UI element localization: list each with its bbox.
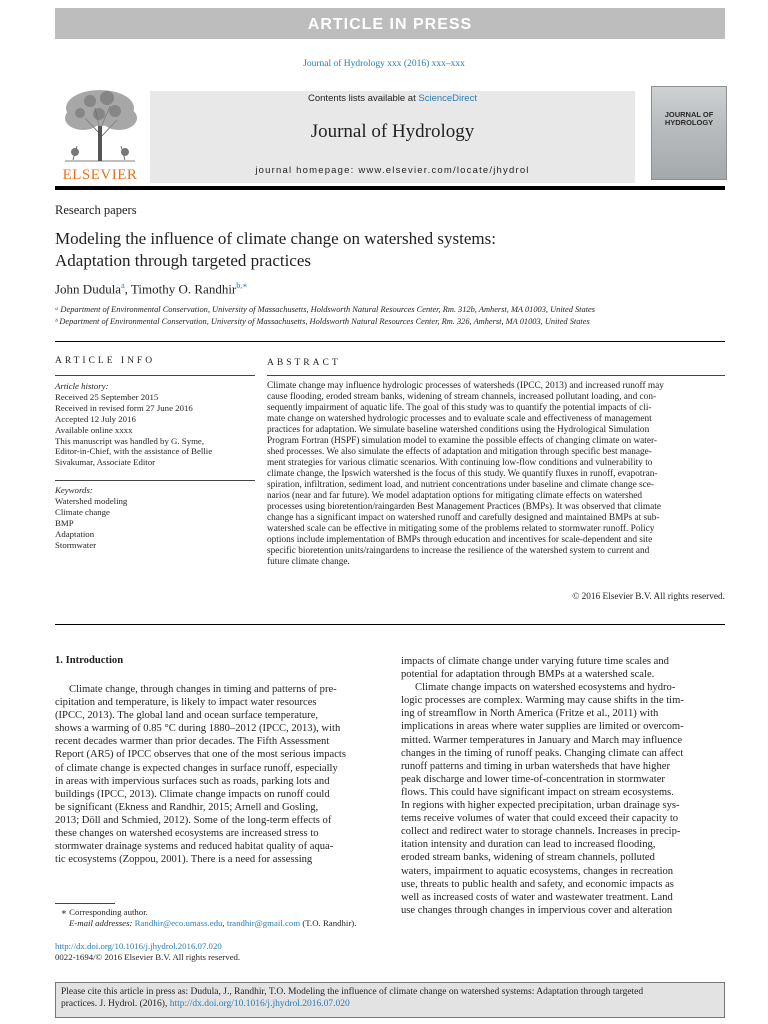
abstract-line: change has a significant impact on watershed runoff and carefully designed and maintained BMPs at sub- (267, 513, 660, 523)
abstract-line: processes using bioretention/raingarden Best Management Practices (BMPs). It was observed that climate (267, 502, 661, 512)
body-line: shows a warming of 0.85 °C during 1880–2012 (IPCC, 2013), with (55, 723, 341, 735)
homepage-label: journal homepage: (255, 165, 359, 176)
history-label: Article history: (55, 381, 109, 391)
author-1-affil[interactable]: a (121, 281, 125, 290)
affil-rule (55, 341, 725, 342)
abstract-line: practices for adaptation. We simulate baseline watershed conditions using the Hydrological Simulation (267, 425, 650, 435)
elsevier-tree-icon (55, 86, 145, 164)
abstract-heading: ABSTRACT (267, 358, 341, 368)
contents-line (150, 93, 635, 104)
elsevier-logo[interactable] (55, 86, 145, 182)
homepage-url[interactable]: www.elsevier.com/locate/jhydrol (358, 165, 530, 176)
body-line: changes in the timing of runoff peaks. Changing climate can affect (401, 747, 684, 759)
corresponding-author: ∗ Corresponding author. (61, 907, 148, 917)
abstract-line: ment strategies for various climatic scenarios. With continuing low-flow conditions and vulnerability to (267, 458, 653, 468)
notice-line-2 (61, 998, 719, 1010)
title-line-2: Adaptation through targeted practices (55, 251, 312, 270)
abstract-bottom-rule (55, 624, 725, 625)
abstract-line: narios (near and far future). We model adaptation options for mitigating climate effects on watershed (267, 491, 643, 501)
title-line-1: Modeling the influence of climate change on watershed systems: (55, 229, 496, 248)
abstract-line: future climate change. (267, 557, 350, 567)
history-item: This manuscript was handled by G. Syme, (55, 435, 205, 446)
body-line: waters, impairment to aquatic ecosystems, changes in recreation (401, 865, 674, 877)
abstract-line: specific bioretention units/raingardens to increase the resilience of the watershed system to current and (267, 546, 650, 556)
body-line: tems receive volumes of water that could exceed their capacity to (401, 813, 679, 825)
article-in-press-banner: ARTICLE IN PRESS (55, 8, 725, 39)
body-line: stormwater drainage systems and reduced habitat quality of aqua- (55, 841, 334, 853)
body-line: well as increased costs of water and wastewater treatment. Land (401, 891, 673, 903)
keyword: Adaptation (55, 528, 95, 539)
journal-title: Journal of Hydrology (310, 121, 475, 142)
keyword: Watershed modeling (55, 495, 128, 506)
footnote-rule (55, 903, 115, 904)
history-item: Sivakumar, Associate Editor (55, 457, 156, 468)
body-line: itation intensity and duration can lead to increased flooding, (401, 839, 656, 851)
keyword: Stormwater (55, 539, 97, 550)
body-line: runoff patterns and timing in urban watersheds that have higher (401, 760, 670, 772)
article-info-heading: ARTICLE INFO (55, 356, 156, 366)
email-label: E-mail addresses: (69, 918, 135, 928)
notice-doi-link[interactable]: http://dx.doi.org/10.1016/j.jhydrol.2016.07.020 (169, 999, 350, 1009)
journal-citation[interactable]: Journal of Hydrology xxx (2016) xxx–xxx (303, 59, 465, 69)
abstract-body (267, 381, 725, 568)
keyword: BMP (55, 517, 74, 528)
info-rule-2 (55, 480, 255, 481)
email-link-2[interactable]: trandhir@gmail.com (226, 918, 301, 928)
contents-prefix: Contents lists available at (308, 93, 419, 104)
history-item: Accepted 12 July 2016 (55, 413, 136, 424)
abstract-line: shed processes. We also simulate the effects of adaptation and mitigation through specific best manage- (267, 447, 652, 457)
homepage-line (150, 165, 635, 176)
abstract-line: cause flooding, eroded stream banks, widening of stream channels, increased pollutant loading, and con- (267, 392, 657, 402)
body-line: use changes through changes in impervious cover and alteration (401, 904, 673, 916)
body-line: these changes on watershed ecosystems are increased stress to (55, 828, 319, 840)
affiliation-a: ᵃ Department of Environmental Conservation, University of Massachusetts, Holdsworth Natural Resources Center, Rm. 312b, Amherst, MA 01003, United States (55, 305, 595, 314)
body-line: eroded stream banks, widening of stream channels, polluted (401, 852, 655, 864)
body-line: of climate change is expected changes in surface runoff, especially (55, 762, 338, 774)
abstract-line: options include implementation of BMPs through education and incentives for scale-dependent and site (267, 535, 653, 545)
author-1: John Dudula (55, 281, 122, 297)
body-line: logic processes are complex. Warming may cause shifts in the tim- (401, 695, 684, 707)
abstract-line: watershed scale can be effective in mitigating some of the problems related to stormwater runoff. Policy (267, 524, 655, 534)
notice-line-2-prefix: practices. J. Hydrol. (2016), (61, 999, 170, 1009)
sciencedirect-link[interactable]: ScienceDirect (418, 93, 477, 104)
author-2: Timothy O. Randhir (130, 281, 237, 297)
intro-heading: 1. Introduction (55, 655, 124, 666)
body-line: In regions with higher expected precipitation, urban drainage sys- (401, 800, 680, 812)
notice-line-1: Please cite this article in press as: Dudula, J., Randhir, T.O. Modeling the influence of climate change on watershed systems: Adaptation through targeted (61, 987, 644, 997)
email-separator: , (222, 918, 227, 928)
email-line (55, 918, 385, 929)
footnotes (55, 907, 385, 929)
elsevier-wordmark: ELSEVIER (62, 167, 138, 183)
abstract-line: mate change on watershed hydrologic processes and to evaluate scale and effectiveness of management (267, 414, 652, 424)
abstract-line: Program Fortran (HSPF) simulation model to examine the possible effects of changing climate on water- (267, 436, 658, 446)
body-line: Report (AR5) of IPCC observes that one of the most serious impacts (55, 749, 346, 761)
doi-link[interactable]: http://dx.doi.org/10.1016/j.jhydrol.2016.07.020 (55, 941, 222, 951)
abstract-line: sequently impairment of aquatic life. The goal of this study was to quantify the potential impacts of cli- (267, 403, 652, 413)
body-line: cipitation and temperature, is likely to impact water resources (55, 697, 317, 709)
abstract-line: spiration, infiltration, sediment load, and nutrient concentrations under baseline and climate change sce- (267, 480, 654, 490)
email-suffix: (T.O. Randhir). (300, 918, 357, 928)
affiliation-b: ᵇ Department of Environmental Conservation, University of Massachusetts, Holdsworth Natural Resources Center, Rm. 326, Amherst, MA 01003, United States (55, 317, 590, 326)
body-line: mitted. Warmer temperatures in January and March may influence (401, 734, 683, 746)
body-line: be significant (Ekness and Randhir, 2015; Arnell and Gosling, (55, 801, 319, 813)
body-line: in areas with impervious surfaces such as roads, parking lots and (55, 775, 330, 787)
history-item: Editor-in-Chief, with the assistance of Bellie (55, 446, 213, 457)
body-line: potential for adaptation through BMPs at a watershed scale. (401, 669, 655, 681)
citation-notice (55, 982, 725, 1018)
email-link-1[interactable]: Randhir@eco.umass.edu (134, 918, 223, 928)
authors (55, 281, 248, 297)
body-line: ing of streamflow in North America (Fritze et al., 2011) with (401, 708, 659, 720)
keywords-label: Keywords: (55, 485, 93, 495)
body-line: implications in areas where water supplies are limited or overcom- (401, 721, 684, 733)
journal-cover-image[interactable] (651, 86, 727, 180)
body-line: buildings (IPCC, 2013). Climate change impacts on runoff could (55, 788, 330, 800)
author-sep: , (124, 281, 131, 297)
body-line: use, threats to public health and safety, and economic impacts as (401, 878, 674, 890)
body-line: flows. This could have significant impact on stream ecosystems. (401, 786, 674, 798)
article-history (55, 381, 212, 468)
abstract-copyright: © 2016 Elsevier B.V. All rights reserved. (572, 592, 725, 602)
header-rule (55, 186, 725, 190)
body-line: tic ecosystems (Zoppou, 2001). There is a need for assessing (55, 854, 313, 866)
body-line: peak discharge and lower time-of-concentration in stormwater (401, 773, 665, 785)
issn-line: 0022-1694/© 2016 Elsevier B.V. All rights reserved. (55, 952, 241, 962)
history-item: Received in revised form 27 June 2016 (55, 402, 193, 413)
body-line: (IPCC, 2013). The global land and ocean surface temperature, (55, 710, 319, 722)
body-line: Climate change impacts on watershed ecosystems and hydro- (415, 682, 676, 694)
body-line: 2013; Döll and Schmied, 2012). Some of the long-term effects of (55, 814, 332, 826)
intro-left-column (55, 683, 378, 866)
body-line: Climate change, through changes in timing and patterns of pre- (69, 684, 337, 695)
keywords (55, 485, 127, 550)
cover-title: JOURNAL OF HYDROLOGY (664, 110, 714, 127)
article-title (55, 228, 496, 272)
abstract-line: Climate change may influence hydrologic processes of watersheds (IPCC, 2013) and increased runoff may (267, 381, 664, 391)
keyword: Climate change (55, 506, 110, 517)
abstract-rule (267, 375, 725, 376)
history-item: Received 25 September 2015 (55, 391, 159, 402)
abstract-line: climate change, the Ipswich watershed is the focus of this study. We quantify fluxes in runoff, evapotran- (267, 469, 658, 479)
body-line: collect and redirect water to storage channels. Increases in precip- (401, 826, 681, 838)
history-item: Available online xxxx (55, 424, 133, 435)
body-line: impacts of climate change under varying future time scales and (401, 656, 669, 667)
journal-header-box (150, 91, 635, 183)
section-label: Research papers (55, 203, 137, 217)
body-line: recent decades warmer than prior decades. The Fifth Assessment (55, 736, 330, 748)
intro-right-column (401, 655, 725, 917)
info-rule-1 (55, 375, 255, 376)
author-2-affil[interactable]: b,∗ (236, 281, 248, 290)
